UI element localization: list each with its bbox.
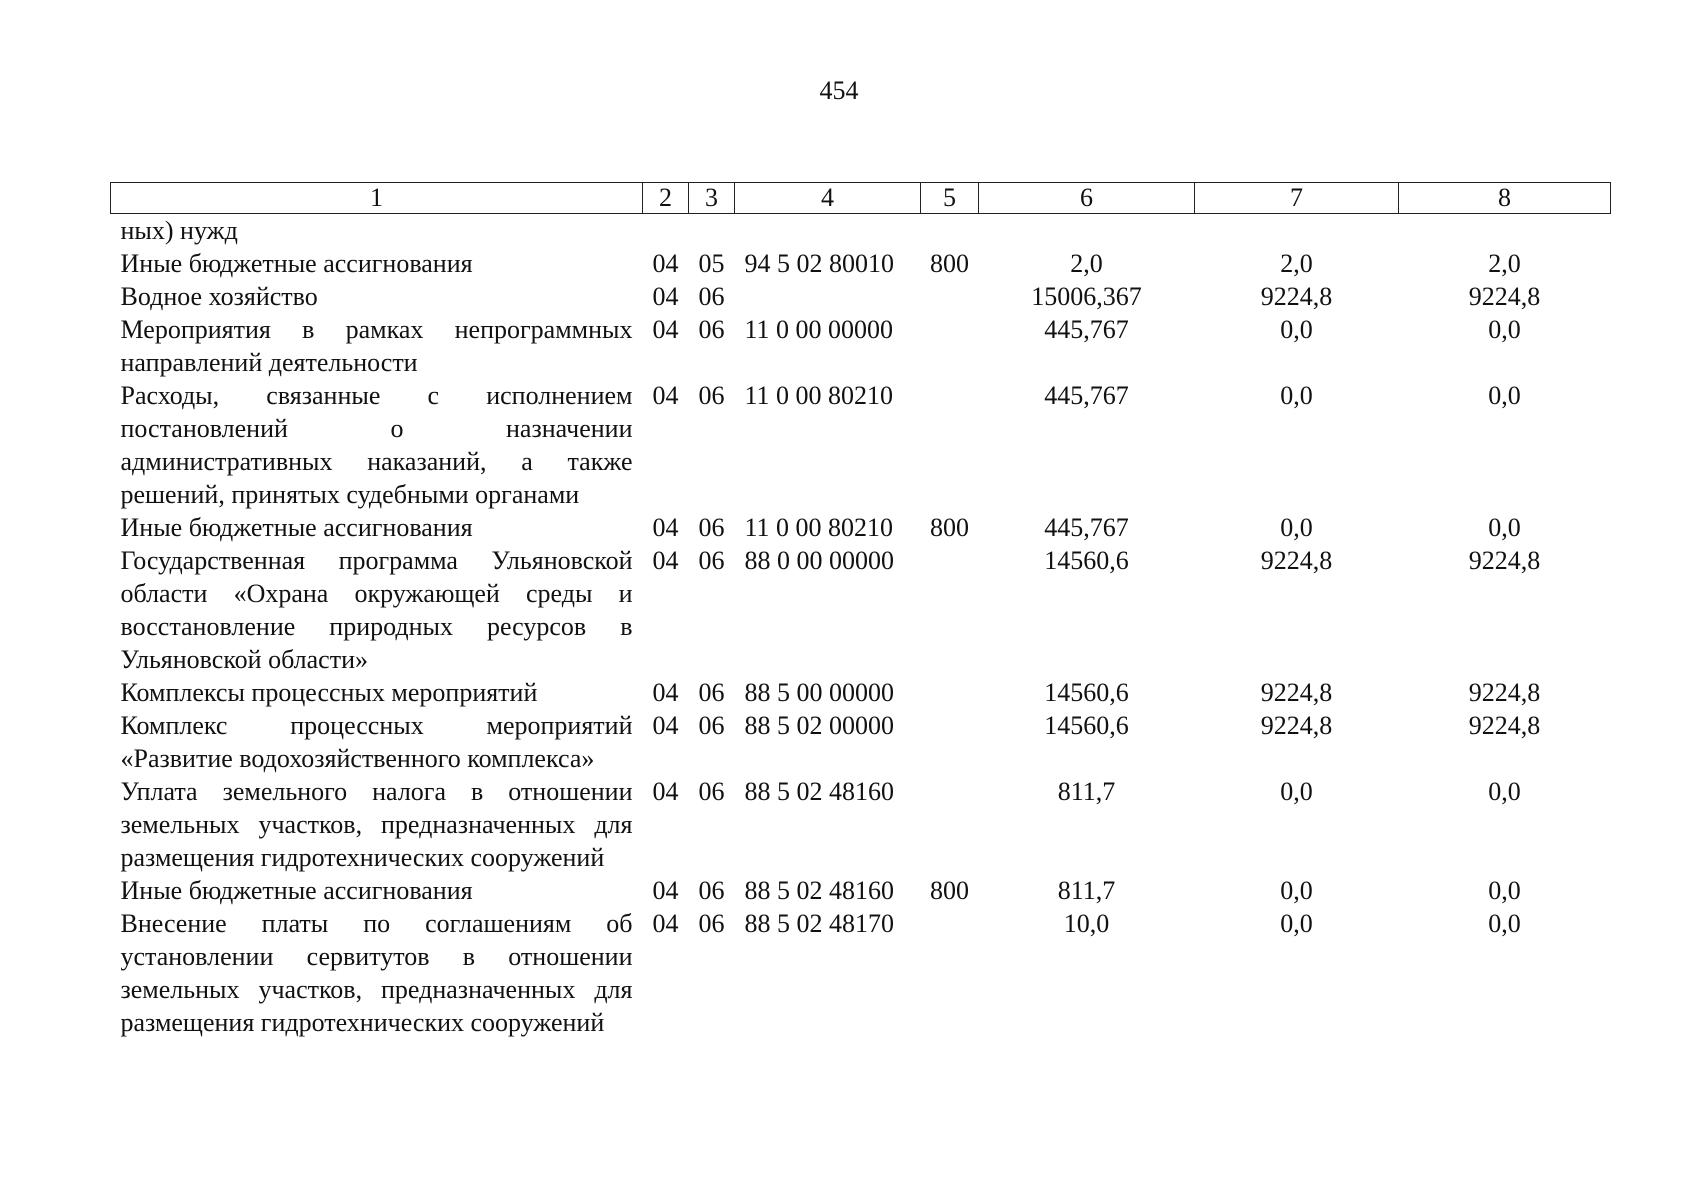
cell-name: Иные бюджетные ассигнования: [120, 513, 473, 542]
header-col-6: 6: [979, 183, 1195, 214]
cell-c4: [735, 214, 921, 248]
cell-c6: 445,767: [1044, 381, 1129, 410]
cell-c4: 88 5 00 00000: [744, 678, 894, 707]
cell-c8: 9224,8: [1468, 678, 1541, 707]
cell-name: Внесение платы по соглашениям об установлении сервитутов в отношении земельных участков, предназначенных для размещения гидротехнических сооружений: [120, 909, 633, 1037]
cell-c8: 0,0: [1488, 513, 1521, 542]
cell-c5: [921, 907, 979, 1039]
cell-c5: [921, 214, 979, 248]
cell-c8: 0,0: [1488, 381, 1521, 410]
cell-c8: 9224,8: [1468, 711, 1541, 740]
cell-c7: 2,0: [1280, 249, 1313, 278]
cell-c7: 0,0: [1280, 381, 1313, 410]
cell-c6: 2,0: [1070, 249, 1103, 278]
cell-c6: 14560,6: [1044, 678, 1129, 707]
cell-c6: 811,7: [1057, 777, 1116, 806]
cell-c7: 0,0: [1280, 909, 1313, 938]
table-row: [111, 214, 1611, 248]
header-col-8: 8: [1399, 183, 1611, 214]
cell-c4: 88 5 02 00000: [744, 711, 894, 740]
cell-c2: 04: [652, 678, 679, 707]
cell-c4: 11 0 00 80210: [744, 513, 894, 542]
cell-c3: 05: [698, 249, 725, 278]
cell-c2: 04: [652, 546, 679, 575]
cell-name: Комплекс процессных мероприятий «Развитие водохозяйственного комплекса»: [120, 711, 633, 773]
table-row: [111, 775, 1611, 874]
cell-c3: 06: [698, 876, 725, 905]
cell-c4: 88 5 02 48160: [744, 777, 894, 806]
cell-c4: 94 5 02 80010: [744, 249, 894, 278]
cell-c8: 0,0: [1488, 876, 1521, 905]
cell-name: Уплата земельного налога в отношении земельных участков, предназначенных для размещения гидротехнических сооружений: [120, 777, 633, 872]
cell-name: Иные бюджетные ассигнования: [120, 249, 473, 278]
cell-c2: 04: [652, 381, 679, 410]
cell-c7: 9224,8: [1260, 282, 1333, 311]
cell-c5: [921, 313, 979, 379]
cell-c8: 2,0: [1488, 249, 1521, 278]
cell-c4: 88 5 02 48160: [744, 876, 894, 905]
table-row: [111, 874, 1611, 907]
cell-c2: 04: [652, 315, 679, 344]
cell-c2: 04: [652, 513, 679, 542]
cell-name: Государственная программа Ульяновской области «Охрана окружающей среды и восстановление природных ресурсов в Ульяновской области»: [120, 546, 633, 674]
cell-c5: 800: [930, 249, 969, 278]
cell-c6: 445,767: [1044, 315, 1129, 344]
table-row: [111, 709, 1611, 775]
cell-c7: 0,0: [1280, 315, 1313, 344]
cell-name: Расходы, связанные с исполнением постановлений о назначении административных наказаний, а также решений, принятых судебными органами: [120, 381, 633, 509]
cell-c4: 11 0 00 00000: [744, 315, 894, 344]
table-body: [111, 214, 1611, 1040]
cell-c2: 04: [652, 249, 679, 278]
page-number: 454: [819, 76, 859, 105]
cell-c6: 14560,6: [1044, 546, 1129, 575]
cell-c7: [1195, 214, 1399, 248]
cell-name: ных) нужд: [120, 216, 238, 245]
cell-c3: 06: [698, 381, 725, 410]
cell-c8: 0,0: [1488, 777, 1521, 806]
cell-c5: [921, 775, 979, 874]
cell-c4: 11 0 00 80210: [744, 381, 894, 410]
cell-c6: 14560,6: [1044, 711, 1129, 740]
header-col-1: 1: [111, 183, 643, 214]
table-row: [111, 544, 1611, 676]
cell-c5: [921, 280, 979, 313]
cell-c7: 9224,8: [1260, 711, 1333, 740]
cell-c2: 04: [652, 909, 679, 938]
cell-c2: 04: [652, 282, 679, 311]
header-col-3: 3: [689, 183, 735, 214]
cell-c2: 04: [652, 777, 679, 806]
cell-c7: 0,0: [1280, 876, 1313, 905]
cell-c3: 06: [698, 711, 725, 740]
cell-c8: 0,0: [1488, 315, 1521, 344]
cell-c7: 9224,8: [1260, 678, 1333, 707]
cell-c5: [921, 709, 979, 775]
table-row: [111, 511, 1611, 544]
table-row: [111, 313, 1611, 379]
header-col-7: 7: [1195, 183, 1399, 214]
cell-c5: [921, 379, 979, 511]
cell-c3: 06: [698, 513, 725, 542]
table-row: [111, 247, 1611, 280]
cell-c8: [1399, 214, 1611, 248]
cell-c5: [921, 676, 979, 709]
table-row: [111, 676, 1611, 709]
cell-name: Мероприятия в рамках непрограммных направлений деятельности: [120, 315, 633, 377]
cell-c6: 15006,367: [1031, 282, 1142, 311]
cell-c6: 445,767: [1044, 513, 1129, 542]
table-row: [111, 280, 1611, 313]
budget-table: [110, 182, 1611, 1039]
cell-c2: [643, 214, 689, 248]
cell-c7: 9224,8: [1260, 546, 1333, 575]
cell-c8: 0,0: [1488, 909, 1521, 938]
table-row: [111, 907, 1611, 1039]
cell-c3: 06: [698, 282, 725, 311]
cell-c5: 800: [930, 876, 969, 905]
cell-c4: 88 0 00 00000: [744, 546, 894, 575]
table-row: [111, 379, 1611, 511]
cell-name: Комплексы процессных мероприятий: [120, 678, 538, 707]
header-row: [111, 183, 1611, 214]
cell-c4: 88 5 02 48170: [744, 909, 894, 938]
cell-c6: [979, 214, 1195, 248]
cell-c3: 06: [698, 315, 725, 344]
cell-c3: 06: [698, 777, 725, 806]
cell-c5: [921, 544, 979, 676]
cell-name: Иные бюджетные ассигнования: [120, 876, 473, 905]
cell-c3: 06: [698, 546, 725, 575]
header-col-4: 4: [735, 183, 921, 214]
cell-c3: 06: [698, 909, 725, 938]
cell-c6: 10,0: [1063, 909, 1110, 938]
cell-c2: 04: [652, 876, 679, 905]
cell-name: Водное хозяйство: [120, 282, 318, 311]
cell-c3: 06: [698, 678, 725, 707]
cell-c3: [689, 214, 735, 248]
cell-c8: 9224,8: [1468, 282, 1541, 311]
cell-c7: 0,0: [1280, 513, 1313, 542]
cell-c5: 800: [930, 513, 969, 542]
cell-c2: 04: [652, 711, 679, 740]
cell-c4: [735, 280, 921, 313]
cell-c7: 0,0: [1280, 777, 1313, 806]
cell-c8: 9224,8: [1468, 546, 1541, 575]
header-col-5: 5: [921, 183, 979, 214]
cell-c6: 811,7: [1057, 876, 1116, 905]
header-col-2: 2: [643, 183, 689, 214]
